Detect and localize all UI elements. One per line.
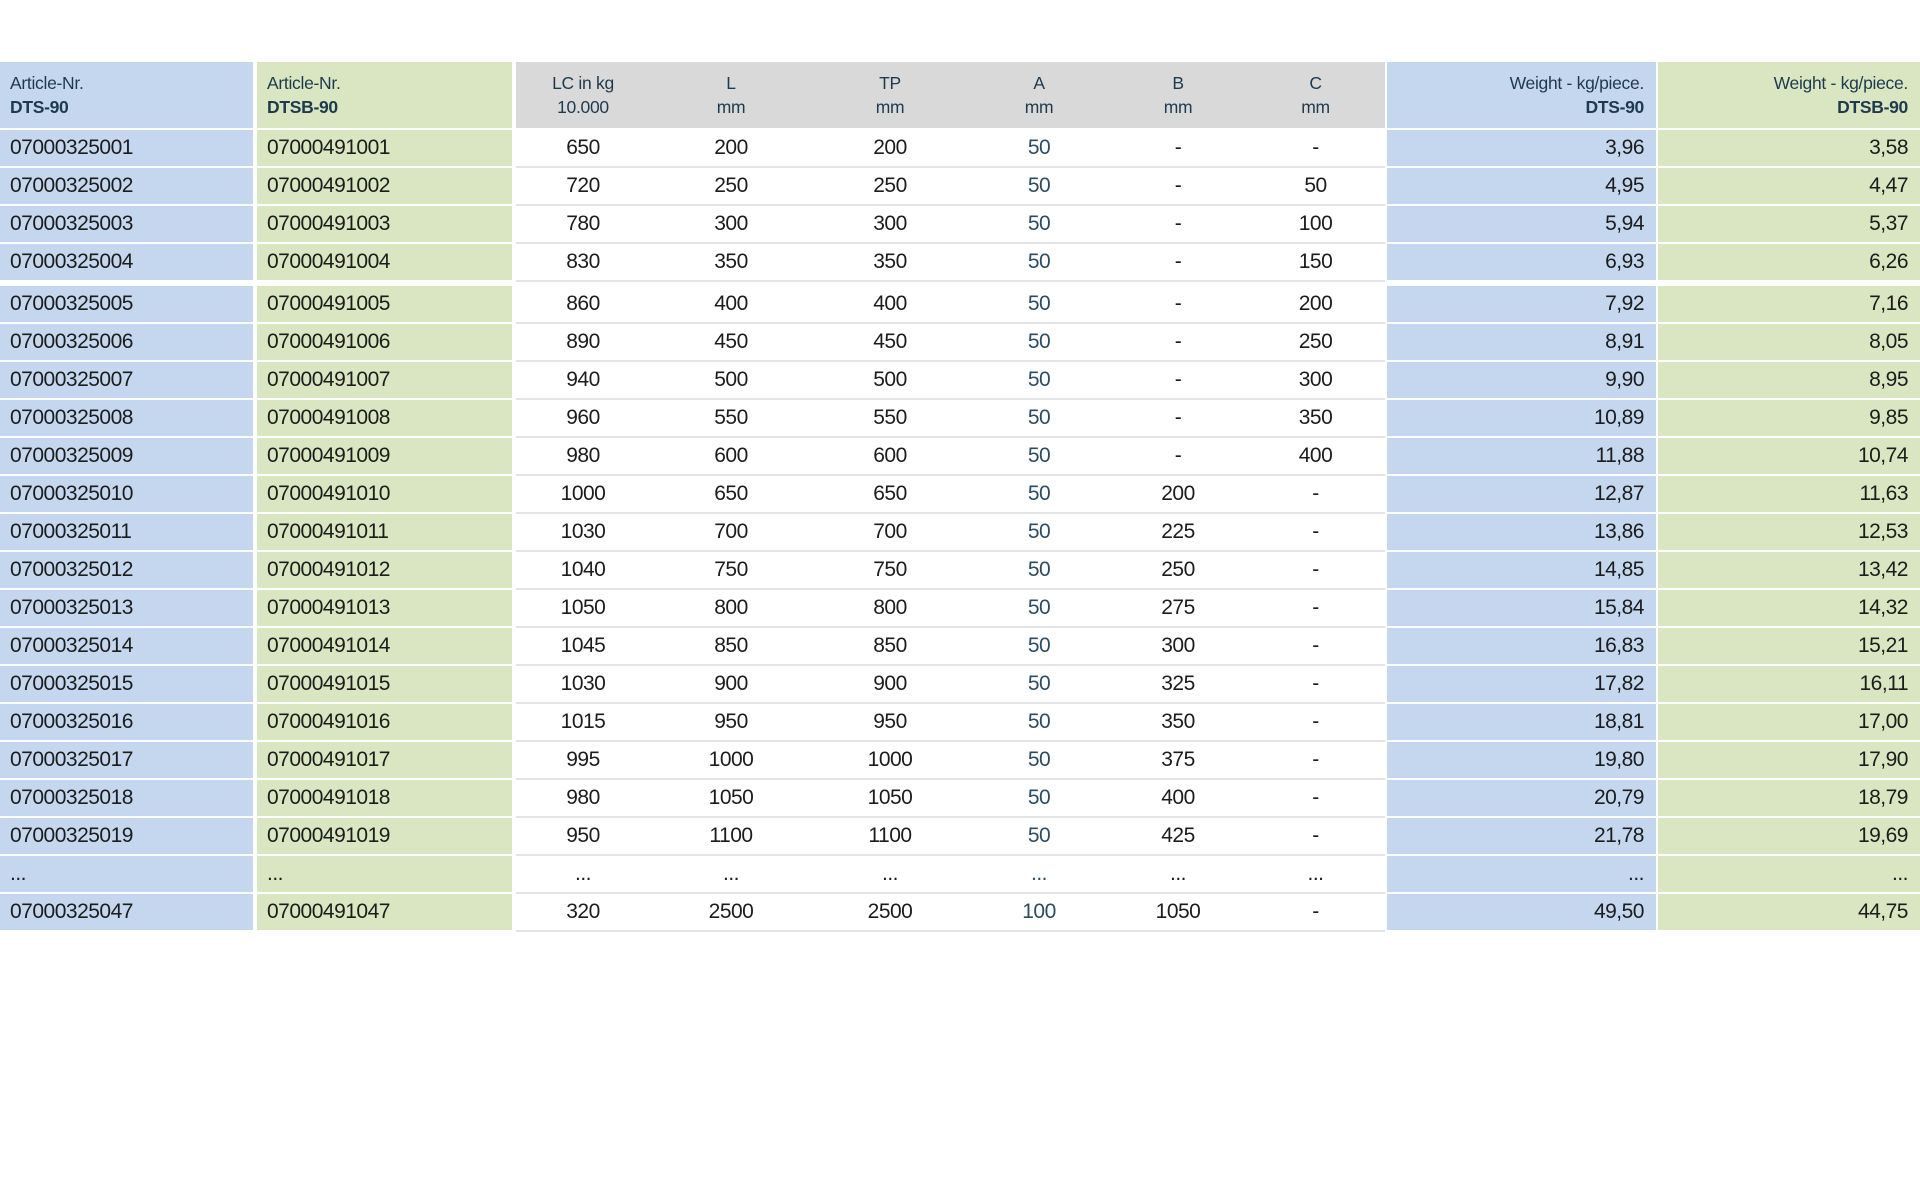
cell-b: - xyxy=(1110,438,1246,476)
cell-weight-dtsb: 15,21 xyxy=(1656,628,1920,666)
cell-b: - xyxy=(1110,206,1246,244)
cell-weight-dtsb: 6,26 xyxy=(1656,244,1920,282)
cell-article-dts: 07000325018 xyxy=(0,780,257,818)
cell-weight-dts: 12,87 xyxy=(1385,476,1656,514)
cell-article-dtsb: 07000491006 xyxy=(257,324,516,362)
header-weight-dts xyxy=(1385,62,1656,130)
cell-b: - xyxy=(1110,400,1246,438)
cell-article-dts: ... xyxy=(0,856,257,894)
cell-article-dtsb: 07000491047 xyxy=(257,894,516,932)
cell-a: 50 xyxy=(968,286,1110,324)
cell-c: - xyxy=(1246,130,1385,168)
cell-tp: 700 xyxy=(812,514,968,552)
cell-weight-dtsb: 8,95 xyxy=(1656,362,1920,400)
cell-article-dtsb: 07000491009 xyxy=(257,438,516,476)
cell-a: 50 xyxy=(968,324,1110,362)
cell-weight-dtsb: 9,85 xyxy=(1656,400,1920,438)
cell-c: - xyxy=(1246,590,1385,628)
table-row xyxy=(0,856,1920,894)
cell-lc: 720 xyxy=(516,168,650,206)
cell-article-dts: 07000325005 xyxy=(0,286,257,324)
cell-article-dts: 07000325010 xyxy=(0,476,257,514)
cell-l: 550 xyxy=(650,400,812,438)
cell-l: 400 xyxy=(650,286,812,324)
cell-weight-dtsb: 17,00 xyxy=(1656,704,1920,742)
cell-weight-dts: 5,94 xyxy=(1385,206,1656,244)
cell-weight-dts: 14,85 xyxy=(1385,552,1656,590)
cell-weight-dtsb: 4,47 xyxy=(1656,168,1920,206)
cell-c: 350 xyxy=(1246,400,1385,438)
cell-article-dts: 07000325019 xyxy=(0,818,257,856)
cell-a: 50 xyxy=(968,666,1110,704)
header-article-dtsb xyxy=(257,62,516,130)
cell-article-dtsb: 07000491014 xyxy=(257,628,516,666)
cell-tp: 350 xyxy=(812,244,968,282)
cell-tp: 950 xyxy=(812,704,968,742)
cell-tp: 1100 xyxy=(812,818,968,856)
cell-b: 200 xyxy=(1110,476,1246,514)
cell-b: - xyxy=(1110,244,1246,282)
cell-weight-dtsb: 3,58 xyxy=(1656,130,1920,168)
cell-a: 50 xyxy=(968,206,1110,244)
cell-lc: 1030 xyxy=(516,666,650,704)
cell-l: 1050 xyxy=(650,780,812,818)
header-line2: DTS-90 xyxy=(1585,97,1644,117)
cell-lc: 980 xyxy=(516,780,650,818)
cell-b: 300 xyxy=(1110,628,1246,666)
cell-a: 100 xyxy=(968,894,1110,932)
cell-c: - xyxy=(1246,742,1385,780)
cell-article-dts: 07000325009 xyxy=(0,438,257,476)
header-line2: mm xyxy=(1024,97,1054,117)
cell-article-dts: 07000325001 xyxy=(0,130,257,168)
cell-lc: 995 xyxy=(516,742,650,780)
cell-weight-dts: 13,86 xyxy=(1385,514,1656,552)
cell-c: 200 xyxy=(1246,286,1385,324)
cell-lc: 780 xyxy=(516,206,650,244)
cell-b: - xyxy=(1110,168,1246,206)
cell-article-dts: 07000325006 xyxy=(0,324,257,362)
table-row xyxy=(0,244,1920,282)
header-line1: Weight - kg/piece. xyxy=(1773,73,1908,93)
cell-article-dtsb: 07000491016 xyxy=(257,704,516,742)
cell-c: 100 xyxy=(1246,206,1385,244)
cell-article-dts: 07000325013 xyxy=(0,590,257,628)
table-row xyxy=(0,362,1920,400)
cell-a: 50 xyxy=(968,438,1110,476)
cell-l: 600 xyxy=(650,438,812,476)
table-row xyxy=(0,590,1920,628)
cell-tp: 250 xyxy=(812,168,968,206)
table-header-row xyxy=(0,62,1920,130)
header-line1: Weight - kg/piece. xyxy=(1509,73,1644,93)
cell-weight-dtsb: 10,74 xyxy=(1656,438,1920,476)
cell-article-dtsb: 07000491002 xyxy=(257,168,516,206)
cell-article-dts: 07000325014 xyxy=(0,628,257,666)
cell-b: ... xyxy=(1110,856,1246,894)
product-spec-table xyxy=(0,62,1920,932)
table-row xyxy=(0,742,1920,780)
cell-tp: 850 xyxy=(812,628,968,666)
table-row xyxy=(0,130,1920,168)
cell-l: 950 xyxy=(650,704,812,742)
cell-weight-dts: 6,93 xyxy=(1385,244,1656,282)
cell-l: 350 xyxy=(650,244,812,282)
cell-article-dtsb: 07000491008 xyxy=(257,400,516,438)
cell-weight-dtsb: 19,69 xyxy=(1656,818,1920,856)
cell-c: - xyxy=(1246,514,1385,552)
cell-a: 50 xyxy=(968,590,1110,628)
header-line1: A xyxy=(1033,73,1045,93)
cell-article-dtsb: ... xyxy=(257,856,516,894)
cell-tp: 450 xyxy=(812,324,968,362)
cell-weight-dtsb: 17,90 xyxy=(1656,742,1920,780)
table-row xyxy=(0,628,1920,666)
cell-lc: 950 xyxy=(516,818,650,856)
table-row xyxy=(0,400,1920,438)
header-line2: mm xyxy=(1301,97,1330,117)
header-line1: Article-Nr. xyxy=(267,73,341,93)
cell-article-dts: 07000325017 xyxy=(0,742,257,780)
cell-tp: 400 xyxy=(812,286,968,324)
cell-article-dtsb: 07000491011 xyxy=(257,514,516,552)
cell-lc: 1015 xyxy=(516,704,650,742)
header-line2: mm xyxy=(716,97,746,117)
cell-b: - xyxy=(1110,362,1246,400)
cell-lc: 890 xyxy=(516,324,650,362)
cell-lc: 1030 xyxy=(516,514,650,552)
cell-weight-dts: 7,92 xyxy=(1385,286,1656,324)
cell-article-dtsb: 07000491007 xyxy=(257,362,516,400)
cell-weight-dts: 10,89 xyxy=(1385,400,1656,438)
cell-tp: 750 xyxy=(812,552,968,590)
cell-weight-dts: 3,96 xyxy=(1385,130,1656,168)
cell-l: 1100 xyxy=(650,818,812,856)
header-article-dts xyxy=(0,62,257,130)
table-row xyxy=(0,286,1920,324)
table-row xyxy=(0,666,1920,704)
cell-a: 50 xyxy=(968,818,1110,856)
cell-lc: 1000 xyxy=(516,476,650,514)
cell-a: 50 xyxy=(968,130,1110,168)
table-row xyxy=(0,438,1920,476)
cell-a: ... xyxy=(968,856,1110,894)
cell-l: 750 xyxy=(650,552,812,590)
cell-article-dtsb: 07000491010 xyxy=(257,476,516,514)
cell-weight-dts: ... xyxy=(1385,856,1656,894)
cell-c: - xyxy=(1246,552,1385,590)
cell-tp: 200 xyxy=(812,130,968,168)
cell-lc: 860 xyxy=(516,286,650,324)
cell-weight-dts: 18,81 xyxy=(1385,704,1656,742)
cell-c: 150 xyxy=(1246,244,1385,282)
cell-weight-dtsb: 18,79 xyxy=(1656,780,1920,818)
cell-weight-dtsb: ... xyxy=(1656,856,1920,894)
table-row xyxy=(0,552,1920,590)
cell-a: 50 xyxy=(968,244,1110,282)
header-line2: DTS-90 xyxy=(10,97,69,117)
cell-lc: 320 xyxy=(516,894,650,932)
cell-c: - xyxy=(1246,894,1385,932)
cell-tp: 300 xyxy=(812,206,968,244)
cell-l: 200 xyxy=(650,130,812,168)
cell-weight-dts: 19,80 xyxy=(1385,742,1656,780)
header-line1: C xyxy=(1309,73,1322,93)
cell-l: 2500 xyxy=(650,894,812,932)
header-line2: DTSB-90 xyxy=(267,97,338,117)
table-row xyxy=(0,476,1920,514)
cell-article-dtsb: 07000491005 xyxy=(257,286,516,324)
header-line1: B xyxy=(1172,73,1184,93)
cell-lc: 1040 xyxy=(516,552,650,590)
cell-c: - xyxy=(1246,704,1385,742)
cell-a: 50 xyxy=(968,400,1110,438)
cell-tp: 600 xyxy=(812,438,968,476)
cell-article-dts: 07000325011 xyxy=(0,514,257,552)
cell-article-dtsb: 07000491004 xyxy=(257,244,516,282)
cell-b: 350 xyxy=(1110,704,1246,742)
cell-b: 275 xyxy=(1110,590,1246,628)
table-row xyxy=(0,514,1920,552)
table-row xyxy=(0,704,1920,742)
table-row xyxy=(0,780,1920,818)
cell-b: - xyxy=(1110,130,1246,168)
cell-weight-dts: 8,91 xyxy=(1385,324,1656,362)
header-line2: DTSB-90 xyxy=(1837,97,1908,117)
cell-l: 1000 xyxy=(650,742,812,780)
table-row xyxy=(0,324,1920,362)
table-row xyxy=(0,168,1920,206)
table-row xyxy=(0,206,1920,244)
cell-article-dtsb: 07000491015 xyxy=(257,666,516,704)
cell-lc: ... xyxy=(516,856,650,894)
header-c xyxy=(1246,62,1385,130)
cell-l: 250 xyxy=(650,168,812,206)
cell-b: 400 xyxy=(1110,780,1246,818)
cell-b: - xyxy=(1110,286,1246,324)
table-body xyxy=(0,130,1920,932)
cell-tp: ... xyxy=(812,856,968,894)
cell-weight-dts: 21,78 xyxy=(1385,818,1656,856)
cell-article-dtsb: 07000491019 xyxy=(257,818,516,856)
cell-c: - xyxy=(1246,780,1385,818)
cell-b: 250 xyxy=(1110,552,1246,590)
cell-weight-dtsb: 44,75 xyxy=(1656,894,1920,932)
cell-tp: 650 xyxy=(812,476,968,514)
cell-article-dtsb: 07000491018 xyxy=(257,780,516,818)
cell-a: 50 xyxy=(968,168,1110,206)
cell-c: 250 xyxy=(1246,324,1385,362)
cell-article-dts: 07000325012 xyxy=(0,552,257,590)
cell-l: 850 xyxy=(650,628,812,666)
cell-tp: 800 xyxy=(812,590,968,628)
cell-weight-dtsb: 5,37 xyxy=(1656,206,1920,244)
cell-weight-dtsb: 12,53 xyxy=(1656,514,1920,552)
cell-weight-dts: 4,95 xyxy=(1385,168,1656,206)
cell-weight-dts: 15,84 xyxy=(1385,590,1656,628)
cell-l: 500 xyxy=(650,362,812,400)
cell-lc: 1045 xyxy=(516,628,650,666)
cell-l: 650 xyxy=(650,476,812,514)
cell-article-dts: 07000325004 xyxy=(0,244,257,282)
cell-b: 375 xyxy=(1110,742,1246,780)
cell-weight-dts: 49,50 xyxy=(1385,894,1656,932)
cell-lc: 940 xyxy=(516,362,650,400)
cell-article-dts: 07000325016 xyxy=(0,704,257,742)
cell-l: 300 xyxy=(650,206,812,244)
cell-a: 50 xyxy=(968,362,1110,400)
cell-l: 800 xyxy=(650,590,812,628)
cell-b: 1050 xyxy=(1110,894,1246,932)
header-line2: 10.000 xyxy=(557,97,609,117)
cell-article-dtsb: 07000491003 xyxy=(257,206,516,244)
cell-weight-dtsb: 14,32 xyxy=(1656,590,1920,628)
cell-tp: 2500 xyxy=(812,894,968,932)
cell-weight-dtsb: 11,63 xyxy=(1656,476,1920,514)
cell-tp: 500 xyxy=(812,362,968,400)
cell-b: 225 xyxy=(1110,514,1246,552)
cell-lc: 960 xyxy=(516,400,650,438)
cell-article-dts: 07000325002 xyxy=(0,168,257,206)
cell-tp: 900 xyxy=(812,666,968,704)
cell-weight-dts: 9,90 xyxy=(1385,362,1656,400)
table-row xyxy=(0,818,1920,856)
cell-weight-dtsb: 7,16 xyxy=(1656,286,1920,324)
cell-article-dts: 07000325015 xyxy=(0,666,257,704)
cell-article-dts: 07000325003 xyxy=(0,206,257,244)
cell-lc: 650 xyxy=(516,130,650,168)
header-a xyxy=(968,62,1110,130)
cell-c: 300 xyxy=(1246,362,1385,400)
header-line2: mm xyxy=(1163,97,1193,117)
cell-article-dts: 07000325047 xyxy=(0,894,257,932)
cell-a: 50 xyxy=(968,628,1110,666)
header-line1: L xyxy=(726,73,736,93)
header-weight-dtsb xyxy=(1656,62,1920,130)
cell-article-dts: 07000325007 xyxy=(0,362,257,400)
cell-article-dts: 07000325008 xyxy=(0,400,257,438)
cell-weight-dtsb: 13,42 xyxy=(1656,552,1920,590)
cell-a: 50 xyxy=(968,514,1110,552)
header-lc xyxy=(516,62,650,130)
cell-lc: 980 xyxy=(516,438,650,476)
cell-l: 450 xyxy=(650,324,812,362)
header-line1: LC in kg xyxy=(552,73,614,93)
cell-weight-dts: 16,83 xyxy=(1385,628,1656,666)
cell-article-dtsb: 07000491012 xyxy=(257,552,516,590)
cell-l: ... xyxy=(650,856,812,894)
cell-a: 50 xyxy=(968,742,1110,780)
cell-tp: 1050 xyxy=(812,780,968,818)
header-line1: TP xyxy=(879,73,901,93)
cell-b: 325 xyxy=(1110,666,1246,704)
cell-a: 50 xyxy=(968,780,1110,818)
table-row xyxy=(0,894,1920,932)
cell-c: - xyxy=(1246,818,1385,856)
cell-b: 425 xyxy=(1110,818,1246,856)
cell-c: - xyxy=(1246,628,1385,666)
cell-l: 700 xyxy=(650,514,812,552)
cell-weight-dtsb: 8,05 xyxy=(1656,324,1920,362)
header-tp xyxy=(812,62,968,130)
cell-article-dtsb: 07000491013 xyxy=(257,590,516,628)
cell-c: 50 xyxy=(1246,168,1385,206)
cell-a: 50 xyxy=(968,552,1110,590)
header-line1: Article-Nr. xyxy=(10,73,84,93)
cell-lc: 1050 xyxy=(516,590,650,628)
cell-article-dtsb: 07000491017 xyxy=(257,742,516,780)
header-b xyxy=(1110,62,1246,130)
cell-c: ... xyxy=(1246,856,1385,894)
cell-c: 400 xyxy=(1246,438,1385,476)
cell-a: 50 xyxy=(968,476,1110,514)
cell-c: - xyxy=(1246,666,1385,704)
cell-weight-dtsb: 16,11 xyxy=(1656,666,1920,704)
cell-article-dtsb: 07000491001 xyxy=(257,130,516,168)
cell-lc: 830 xyxy=(516,244,650,282)
header-l xyxy=(650,62,812,130)
cell-a: 50 xyxy=(968,704,1110,742)
cell-weight-dts: 17,82 xyxy=(1385,666,1656,704)
cell-weight-dts: 11,88 xyxy=(1385,438,1656,476)
cell-l: 900 xyxy=(650,666,812,704)
cell-tp: 550 xyxy=(812,400,968,438)
cell-weight-dts: 20,79 xyxy=(1385,780,1656,818)
cell-tp: 1000 xyxy=(812,742,968,780)
header-line2: mm xyxy=(875,97,905,117)
cell-c: - xyxy=(1246,476,1385,514)
cell-b: - xyxy=(1110,324,1246,362)
